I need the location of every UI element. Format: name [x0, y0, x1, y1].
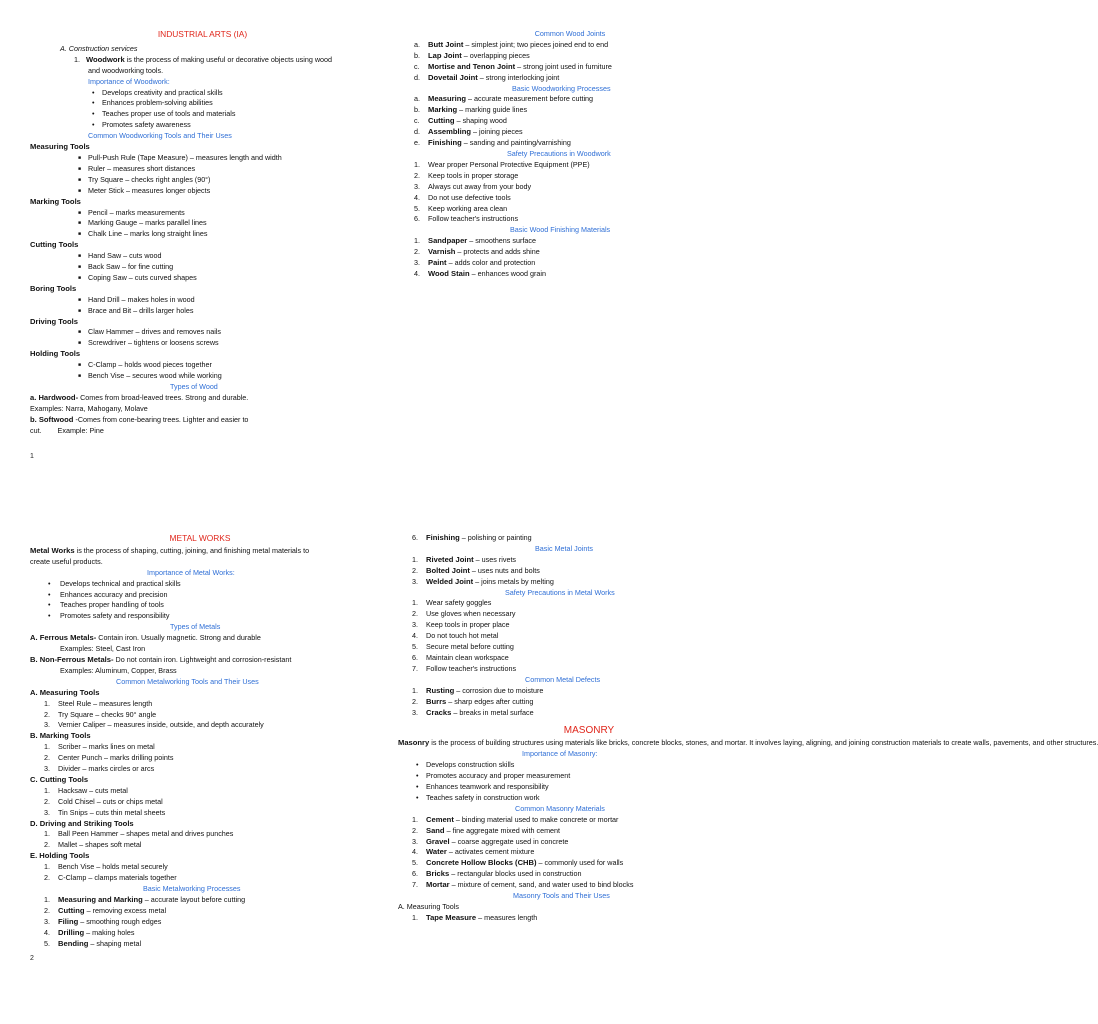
list-item [398, 880, 740, 891]
term: Measuring [428, 94, 466, 104]
list-item: • Develops technical and practical skills [30, 579, 375, 590]
desc: – shaping wood [454, 116, 507, 126]
list-item [400, 247, 740, 258]
term: Finishing [426, 533, 460, 542]
desc: – uses nuts and bolts [469, 565, 540, 575]
group-heading: Holding Tools [30, 349, 81, 359]
woodworking-processes-heading: Basic Woodworking Processes [512, 83, 611, 93]
list-item: ■ Ruler – measures short distances [60, 164, 375, 175]
list-item: • Develops creativity and practical skills [74, 88, 375, 99]
term: Water [426, 847, 447, 857]
term: Butt Joint [428, 39, 464, 49]
list-item: ■ Chalk Line – marks long straight lines [60, 229, 375, 240]
list-item: 1. Ball Peen Hammer – shapes metal and drives punches [30, 829, 375, 840]
term: Bending [58, 938, 89, 948]
hardwood-examples: Examples: Narra, Mahogany, Molave [30, 403, 148, 413]
metal-works-def: is the process of shaping, cutting, joining, and finishing metal materials to [74, 545, 310, 555]
list-item: • Teaches proper use of tools and materials [74, 109, 375, 120]
desc: – uses rivets [473, 554, 517, 564]
masonry-measuring-heading: A. Measuring Tools [398, 902, 459, 911]
term: Sand [426, 825, 445, 835]
term: Finishing [428, 138, 462, 148]
term: Mortar [426, 880, 450, 890]
list-item: 3. Always cut away from your body [400, 182, 740, 193]
metal-works-intro-cont: create useful products. [30, 556, 103, 566]
list-item: 3. Divider – marks circles or arcs [30, 764, 375, 775]
list-item: 5. Keep working area clean [400, 204, 740, 215]
term: Rusting [426, 685, 455, 695]
list-item: 3. Vernier Caliper – measures inside, outside, and depth accurately [30, 720, 375, 731]
list-item [400, 127, 740, 138]
group-heading: Marking Tools [30, 196, 81, 206]
desc: – joins metals by melting [473, 576, 554, 586]
group-list [30, 208, 375, 241]
desc: – accurate measurement before cutting [465, 94, 594, 104]
desc: – accurate layout before cutting [142, 894, 246, 904]
page1-title: INDUSTRIAL ARTS (IA) [157, 29, 248, 39]
masonry-title: MASONRY [563, 725, 615, 737]
list-item [400, 269, 740, 280]
list-item [398, 697, 740, 708]
list-item: ■ Back Saw – for fine cutting [60, 262, 375, 273]
group-heading: Driving Tools [30, 316, 78, 326]
list-item: 7. Follow teacher's instructions [398, 664, 740, 675]
term: Burrs [426, 696, 447, 706]
wood-safety-heading: Safety Precautions in Woodwork [507, 148, 611, 158]
woodworking-processes-list [400, 94, 740, 149]
list-item [400, 116, 740, 127]
page1-left-column [30, 29, 375, 437]
term: Marking [428, 105, 458, 115]
term: Gravel [426, 836, 450, 846]
construction-services-heading: A. Construction services [60, 43, 138, 53]
desc: – enhances wood grain [469, 268, 546, 278]
list-item [398, 708, 740, 719]
finishing-process-item [398, 533, 740, 544]
list-item [398, 913, 740, 924]
desc: – shaping metal [88, 938, 142, 948]
list-item [398, 577, 740, 588]
list-item [30, 895, 375, 906]
term: Wood Stain [428, 268, 470, 278]
list-item: ■ Claw Hammer – drives and removes nails [60, 327, 375, 338]
list-item: 2. Mallet – shapes soft metal [30, 840, 375, 851]
metal-works-intro [30, 546, 375, 557]
list-item: 4. Do not use defective tools [400, 193, 740, 204]
desc: – joining pieces [471, 127, 523, 137]
hardwood-entry [30, 393, 375, 404]
woodworking-tools-heading: Common Woodworking Tools and Their Uses [88, 131, 232, 141]
metal-safety-list [398, 598, 740, 674]
desc: – breaks in metal surface [451, 707, 534, 717]
desc: – rectangular blocks used in construction [449, 869, 582, 879]
metal-joints-list [398, 555, 740, 588]
woodwork-definition [30, 55, 375, 66]
group-heading: D. Driving and Striking Tools [30, 818, 134, 828]
list-item: ■ Bench Vise – secures wood while working [60, 371, 375, 382]
desc: – removing excess metal [84, 905, 167, 915]
importance-masonry-heading: Importance of Masonry: [522, 749, 598, 759]
list-item: • Enhances problem-solving abilities [74, 98, 375, 109]
desc: – making holes [84, 927, 135, 937]
desc: – activates cement mixture [446, 847, 535, 857]
list-item [400, 94, 740, 105]
list-item: ■ Hand Saw – cuts wood [60, 251, 375, 262]
hardwood-label: a. Hardwood- [30, 392, 79, 402]
list-item: • Promotes safety and responsibility [30, 611, 375, 622]
list-item: 2. Use gloves when necessary [398, 609, 740, 620]
importance-metal-list [30, 579, 375, 623]
softwood-def: -Comes from cone-bearing trees. Lighter and easier to [73, 414, 249, 424]
page1-right-column [400, 29, 740, 280]
list-item [398, 533, 740, 544]
woodwork-def: is the process of making useful or decorative objects using wood [124, 54, 333, 64]
wood-finishing-list [400, 236, 740, 280]
list-item: ■ Brace and Bit – drills larger holes [60, 306, 375, 317]
term: Mortise and Tenon Joint [428, 61, 516, 71]
term: Measuring and Marking [58, 894, 143, 904]
list-item [30, 917, 375, 928]
nonferrous-def: Do not contain iron. Lightweight and corrosion-resistant [113, 654, 292, 664]
list-item: ■ Screwdriver – tightens or loosens screws [60, 338, 375, 349]
list-item [398, 858, 740, 869]
masonry-tools-heading: Masonry Tools and Their Uses [513, 891, 610, 901]
list-item: 5. Secure metal before cutting [398, 642, 740, 653]
list-item: 1. Bench Vise – holds metal securely [30, 862, 375, 873]
list-item: ■ Meter Stick – measures longer objects [60, 186, 375, 197]
list-item [30, 906, 375, 917]
group-list [30, 153, 375, 197]
list-item [398, 566, 740, 577]
masonry-measuring-list [398, 913, 740, 924]
term: Lap Joint [428, 50, 462, 60]
list-item: ■ Pencil – marks measurements [60, 208, 375, 219]
list-item [400, 138, 740, 149]
desc: – fine aggregate mixed with cement [444, 825, 561, 835]
term: Varnish [428, 247, 456, 257]
term: Cement [426, 814, 454, 824]
ferrous-entry [30, 633, 375, 644]
list-item: ■ C-Clamp – holds wood pieces together [60, 360, 375, 371]
list-item: • Develops construction skills [398, 760, 740, 771]
list-item: 1. Wear safety goggles [398, 598, 740, 609]
desc: – overlapping pieces [461, 50, 530, 60]
wood-joints-heading: Common Wood Joints [534, 29, 606, 38]
list-item: 2. C-Clamp – clamps materials together [30, 873, 375, 884]
desc: – simplest joint; two pieces joined end to end [463, 39, 609, 49]
softwood-example: cut. Example: Pine [30, 425, 104, 435]
wood-safety-list [400, 160, 740, 225]
list-item [398, 869, 740, 880]
group-heading: Boring Tools [30, 283, 77, 293]
list-item [398, 837, 740, 848]
term: Sandpaper [428, 236, 468, 246]
desc: – sanding and painting/varnishing [461, 138, 571, 148]
list-item [398, 686, 740, 697]
metal-defects-heading: Common Metal Defects [525, 674, 601, 684]
page2-left-column [30, 533, 375, 949]
masonry-def: is the process of building structures using materials like bricks, concrete blocks, stones, and mortar. It involves laying, aligning, and joining construction materials to create walls, pavements, and other structures. [429, 738, 1098, 748]
list-item: 2. Center Punch – marks drilling points [30, 753, 375, 764]
tool-groups [30, 142, 375, 382]
desc: – commonly used for walls [536, 858, 624, 868]
list-item [400, 258, 740, 269]
term: Cutting [428, 116, 455, 126]
term: Cracks [426, 707, 452, 717]
term: Cutting [58, 905, 85, 915]
term: Bricks [426, 869, 450, 879]
metalworking-processes-heading: Basic Metalworking Processes [143, 884, 241, 893]
metal-defects-list [398, 686, 740, 719]
term: Bolted Joint [426, 565, 470, 575]
group-heading: B. Marking Tools [30, 731, 91, 741]
nonferrous-examples: Examples: Aluminum, Copper, Brass [60, 665, 177, 675]
softwood-entry [30, 415, 375, 426]
desc: – coarse aggregate used in concrete [449, 836, 569, 846]
softwood-label: b. Softwood [30, 414, 74, 424]
woodwork-definition-cont: and woodworking tools. [88, 65, 164, 75]
group-list [30, 327, 375, 349]
list-item: 2. Keep tools in proper storage [400, 171, 740, 182]
desc: – sharp edges after cutting [446, 696, 534, 706]
wood-joints-list [400, 40, 740, 84]
desc: – strong interlocking joint [477, 72, 560, 82]
list-item [400, 105, 740, 116]
term: Drilling [58, 927, 85, 937]
page-number: 2 [30, 955, 34, 962]
term: Concrete Hollow Blocks (CHB) [426, 858, 537, 868]
metalworking-processes-list [30, 895, 375, 950]
list-item [400, 62, 740, 73]
desc: – mixture of cement, sand, and water used to bind blocks [449, 880, 634, 890]
group-heading: C. Cutting Tools [30, 774, 89, 784]
list-item: 2. Try Square – checks 90° angle [30, 710, 375, 721]
group-list [30, 295, 375, 317]
list-item [398, 847, 740, 858]
desc: – polishing or painting [459, 533, 532, 542]
term: Paint [428, 258, 447, 268]
list-item: • Teaches proper handling of tools [30, 600, 375, 611]
list-item: ■ Pull-Push Rule (Tape Measure) – measures length and width [60, 153, 375, 164]
list-item [398, 815, 740, 826]
wood-finishing-heading: Basic Wood Finishing Materials [510, 225, 611, 235]
metal-works-title: METAL WORKS [169, 533, 231, 543]
importance-masonry-list [398, 760, 740, 804]
types-of-wood-heading: Types of Wood [170, 382, 218, 391]
masonry-term: Masonry [398, 738, 430, 748]
desc: – smoothing rough edges [78, 916, 162, 926]
list-item: ■ Coping Saw – cuts curved shapes [60, 273, 375, 284]
list-item: 1. Scriber – marks lines on metal [30, 742, 375, 753]
list-item [398, 826, 740, 837]
desc: – marking guide lines [457, 105, 528, 115]
group-heading: Cutting Tools [30, 240, 79, 250]
term: Dovetail Joint [428, 72, 478, 82]
group-heading: E. Holding Tools [30, 851, 90, 861]
term: Riveted Joint [426, 554, 474, 564]
list-item [30, 928, 375, 939]
list-item: 3. Tin Snips – cuts thin metal sheets [30, 808, 375, 819]
importance-metal-heading: Importance of Metal Works: [147, 567, 235, 577]
masonry-intro [398, 738, 1098, 749]
ferrous-def: Contain iron. Usually magnetic. Strong and durable [96, 633, 261, 643]
group-list [30, 862, 375, 884]
desc: – corrosion due to moisture [454, 685, 544, 695]
group-heading: A. Measuring Tools [30, 687, 100, 697]
list-item: ■ Try Square – checks right angles (90°) [60, 175, 375, 186]
ferrous-label: A. Ferrous Metals- [30, 633, 97, 643]
term: Welded Joint [426, 576, 474, 586]
list-item: ■ Hand Drill – makes holes in wood [60, 295, 375, 306]
desc: – adds color and protection [446, 258, 536, 268]
nonferrous-label: B. Non-Ferrous Metals- [30, 654, 114, 664]
list-item: 6. Follow teacher's instructions [400, 214, 740, 225]
list-item [398, 555, 740, 566]
group-heading: Measuring Tools [30, 142, 90, 152]
term: Filing [58, 916, 79, 926]
list-item: 2. Cold Chisel – cuts or chips metal [30, 797, 375, 808]
list-item: 6. Maintain clean workspace [398, 653, 740, 664]
masonry-materials-list [398, 815, 740, 891]
desc: – smoothens surface [467, 236, 536, 246]
term: Tape Measure [426, 912, 477, 922]
list-item [400, 51, 740, 62]
desc: – strong joint used in furniture [515, 61, 612, 71]
page2-right-column [398, 533, 1098, 924]
group-list [30, 251, 375, 284]
group-list [30, 742, 375, 775]
page-number: 1 [30, 453, 34, 460]
hardwood-def: Comes from broad-leaved trees. Strong and durable. [78, 392, 249, 402]
desc: – measures length [476, 912, 538, 922]
term: Assembling [428, 127, 472, 137]
group-list [30, 786, 375, 819]
metalworking-tools-heading: Common Metalworking Tools and Their Uses [116, 676, 259, 686]
item-number: 1. [74, 54, 80, 64]
metal-safety-heading: Safety Precautions in Metal Works [505, 587, 615, 597]
importance-woodwork-heading: Importance of Woodwork: [88, 76, 170, 86]
masonry-materials-heading: Common Masonry Materials [515, 803, 605, 813]
list-item: 1. Wear proper Personal Protective Equipment (PPE) [400, 160, 740, 171]
list-item [400, 40, 740, 51]
list-item [400, 236, 740, 247]
list-item: ■ Marking Gauge – marks parallel lines [60, 218, 375, 229]
desc: – protects and adds shine [455, 247, 540, 257]
nonferrous-entry [30, 655, 375, 666]
list-item: 1. Hacksaw – cuts metal [30, 786, 375, 797]
list-item: • Promotes accuracy and proper measurement [398, 771, 740, 782]
group-list [30, 699, 375, 732]
list-item: • Promotes safety awareness [74, 120, 375, 131]
importance-woodwork-list [30, 88, 375, 132]
list-item: • Enhances accuracy and precision [30, 590, 375, 601]
ferrous-examples: Examples: Steel, Cast Iron [60, 644, 146, 654]
list-item [400, 73, 740, 84]
list-item: 3. Keep tools in proper place [398, 620, 740, 631]
list-item: • Enhances teamwork and responsibility [398, 782, 740, 793]
group-list [30, 829, 375, 851]
types-of-metals-heading: Types of Metals [170, 622, 221, 632]
list-item: • Teaches safety in construction work [398, 793, 740, 804]
group-list [30, 360, 375, 382]
woodwork-term: Woodwork [86, 54, 125, 64]
list-item: 1. Steel Rule – measures length [30, 699, 375, 710]
desc: – binding material used to make concrete or mortar [453, 814, 619, 824]
list-item [30, 939, 375, 950]
metal-works-term: Metal Works [30, 545, 75, 555]
metal-joints-heading: Basic Metal Joints [535, 543, 593, 553]
list-item: 4. Do not touch hot metal [398, 631, 740, 642]
